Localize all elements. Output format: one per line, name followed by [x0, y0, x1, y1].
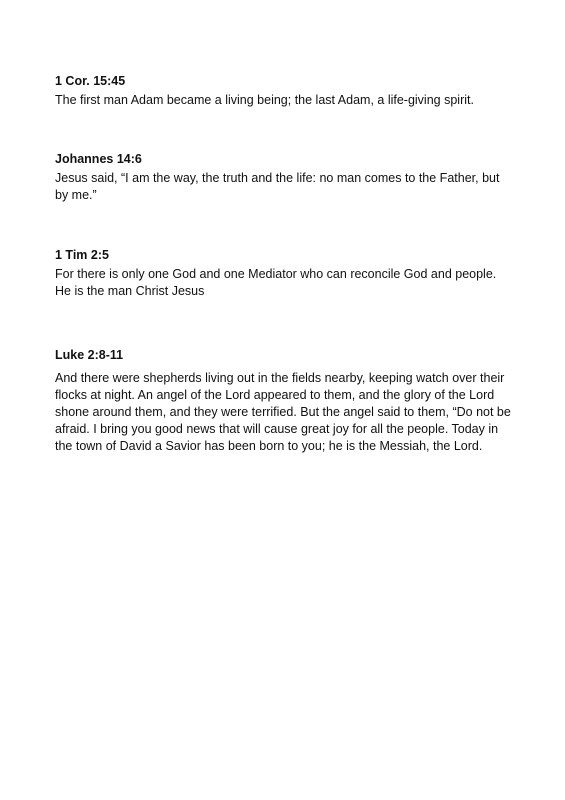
verse-block	[55, 151, 515, 204]
verse-text: The first man Adam became a living being; the last Adam, a life-giving spirit.	[55, 93, 474, 107]
verse-reference: Luke 2:8-11	[55, 348, 124, 362]
verse-block	[55, 347, 515, 455]
verse-text: For there is only one God and one Mediator who can reconcile God and people. He is the man Christ Jesus	[55, 267, 497, 298]
verse-block	[55, 73, 515, 109]
verse-text: Jesus said, “I am the way, the truth and the life: no man comes to the Father, but by me.”	[55, 171, 500, 202]
verse-reference: 1 Cor. 15:45	[55, 74, 126, 88]
verse-reference: 1 Tim 2:5	[55, 248, 109, 262]
verse-text: And there were shepherds living out in the fields nearby, keeping watch over their flocks at night. An angel of the Lord appeared to them, and the glory of the Lord shone around them, and they were terrified. But the angel said to them, “Do not be afraid. I bring you good news that will cause great joy for all the people. Today in the town of David a Savior has been born to you; he is the Messiah, the Lord.	[55, 371, 511, 453]
verse-reference: Johannes 14:6	[55, 152, 142, 166]
verse-block	[55, 247, 515, 300]
